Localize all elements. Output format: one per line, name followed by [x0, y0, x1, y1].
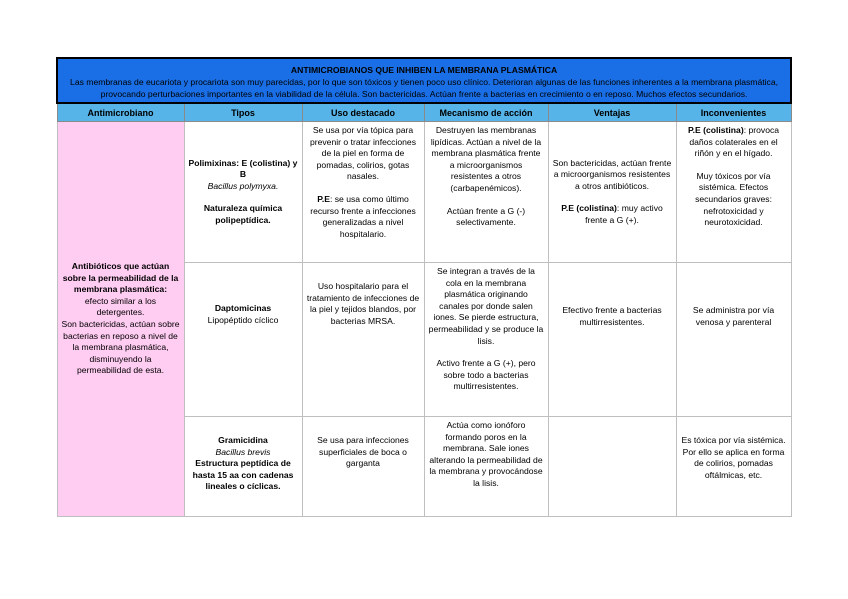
banner-title: ANTIMICROBIANOS QUE INHIBEN LA MEMBRANA PLASMÁTICA: [290, 65, 558, 75]
mecanismo-cell: [424, 417, 548, 517]
inconv-cell: [676, 417, 791, 517]
group-text2: Son bactericidas, actúan sobre bacterias en reposo a nivel de la membrana plasmática, disminuyendo la permeabilidad de esta.: [61, 319, 180, 376]
group-text1: efecto similar a los detergentes.: [84, 295, 157, 318]
uso-text: Se usa por vía tópica para prevenir o tratar infecciones de la piel en forma de pomadas, colirios, gotas nasales.: [309, 125, 417, 182]
tipo-note: Estructura peptídica de hasta 15 aa con cadenas lineales o cíclicas.: [192, 458, 294, 492]
ventajas-text: Efectivo frente a bacterias multirresistentes.: [562, 305, 662, 327]
uso-cell: [302, 417, 424, 517]
ventajas-text: Son bactericidas, actúan frente a microorganismos resistentes a otros antibióticos.: [552, 157, 672, 191]
ventajas-cell: [548, 263, 676, 417]
tipo-note: Lipopéptido cíclico: [207, 314, 279, 325]
ventajas-cell: [548, 417, 676, 517]
uso-text: Uso hospitalario para el tratamiento de infecciones de la piel y tejidos blandos, por bacterias MRSA.: [306, 281, 420, 326]
mecanismo-cell: [424, 122, 548, 263]
tipo-cell: [184, 122, 302, 263]
tipo-name: Daptomicinas: [214, 303, 272, 313]
uso-cell: [302, 263, 424, 417]
tipo-name: Gramicidina: [218, 435, 268, 445]
ventajas-cell: [548, 122, 676, 263]
tipo-source: Bacillus brevis: [215, 446, 271, 457]
inconv-text: Se administra por vía venosa y parenteral: [692, 305, 775, 327]
tipo-name: Polimixinas: E (colistina) y B: [188, 157, 298, 180]
mecanismo-text-2: Activo frente a G (+), pero sobre todo a bacterias multirresistentes.: [436, 358, 536, 392]
header-uso: Uso destacado: [302, 103, 424, 122]
summary-sheet: [56, 57, 790, 517]
banner-description: Las membranas de eucariota y procariota son muy parecidas, por lo que son tóxicos y tienen poco uso clínico. Deterioran algunas de las funciones inherentes a la membrana plasmática, provocando perturbaciones importantes en la viabilidad de la célula. Son bactericidas. Actúan frente a bacterias en crecimiento o en reposo. Muchos efectos secundarios.: [70, 77, 778, 99]
inconv-text: P.E (colistina): provoca daños colaterales en el riñón y en el hígado.: [687, 125, 780, 159]
header-ventajas: Ventajas: [548, 103, 676, 122]
mecanismo-text: Destruyen las membranas lipídicas. Actúan a nivel de la membrana plasmática frente a microorganismos resistentes a otros (carbapenémicos).: [430, 125, 542, 193]
table-row: [57, 122, 791, 263]
mecanismo-text: Actúa como ionóforo formando poros en la membrana. Sale iones alterando la permeabilidad de la membrana y provocándose la lisis.: [429, 420, 543, 488]
mecanismo-cell: [424, 263, 548, 417]
inconv-cell: [676, 122, 791, 263]
ventajas-text-2: P.E (colistina): muy activo frente a G (+).: [561, 203, 663, 225]
table-banner: [57, 58, 791, 103]
group-title: Antibióticos que actúan sobre la permeabilidad de la membrana plasmática:: [62, 261, 179, 295]
tipo-note: Naturaleza química polipeptídica.: [203, 203, 283, 225]
header-antimicrobiano: Antimicrobiano: [57, 103, 184, 122]
header-mecanismo: Mecanismo de acción: [424, 103, 548, 122]
tipo-cell: [184, 263, 302, 417]
header-row: [57, 103, 791, 122]
mecanismo-text-2: Actúan frente a G (-) selectivamente.: [446, 205, 526, 228]
inconv-text: Es tóxica por vía sistémica. Por ello se aplica en forma de colirios, pomadas oftálmicas, etc.: [681, 435, 786, 480]
group-cell: [57, 122, 184, 517]
header-tipos: Tipos: [184, 103, 302, 122]
uso-text-2: P.E: se usa como último recurso frente a infecciones generalizadas a nivel hospitalario.: [310, 193, 416, 239]
banner-row: [57, 58, 791, 103]
inconv-text-2: Muy tóxicos por vía sistémica. Efectos secundarios graves: nefrotoxicidad y neurotoxicidad.: [695, 170, 772, 228]
uso-text: Se usa para infecciones superficiales de boca o garganta: [317, 435, 409, 469]
header-inconvenientes: Inconvenientes: [676, 103, 791, 122]
inconv-cell: [676, 263, 791, 417]
mecanismo-text: Se integran a través de la cola en la membrana plasmática originando canales por donde salen iones. Se pierde estructura, permeabilidad y se produce la lisis.: [428, 266, 544, 346]
tipo-source: Bacillus polymyxa.: [207, 180, 279, 191]
antimicrobial-table: [56, 57, 792, 517]
uso-cell: [302, 122, 424, 263]
tipo-cell: [184, 417, 302, 517]
